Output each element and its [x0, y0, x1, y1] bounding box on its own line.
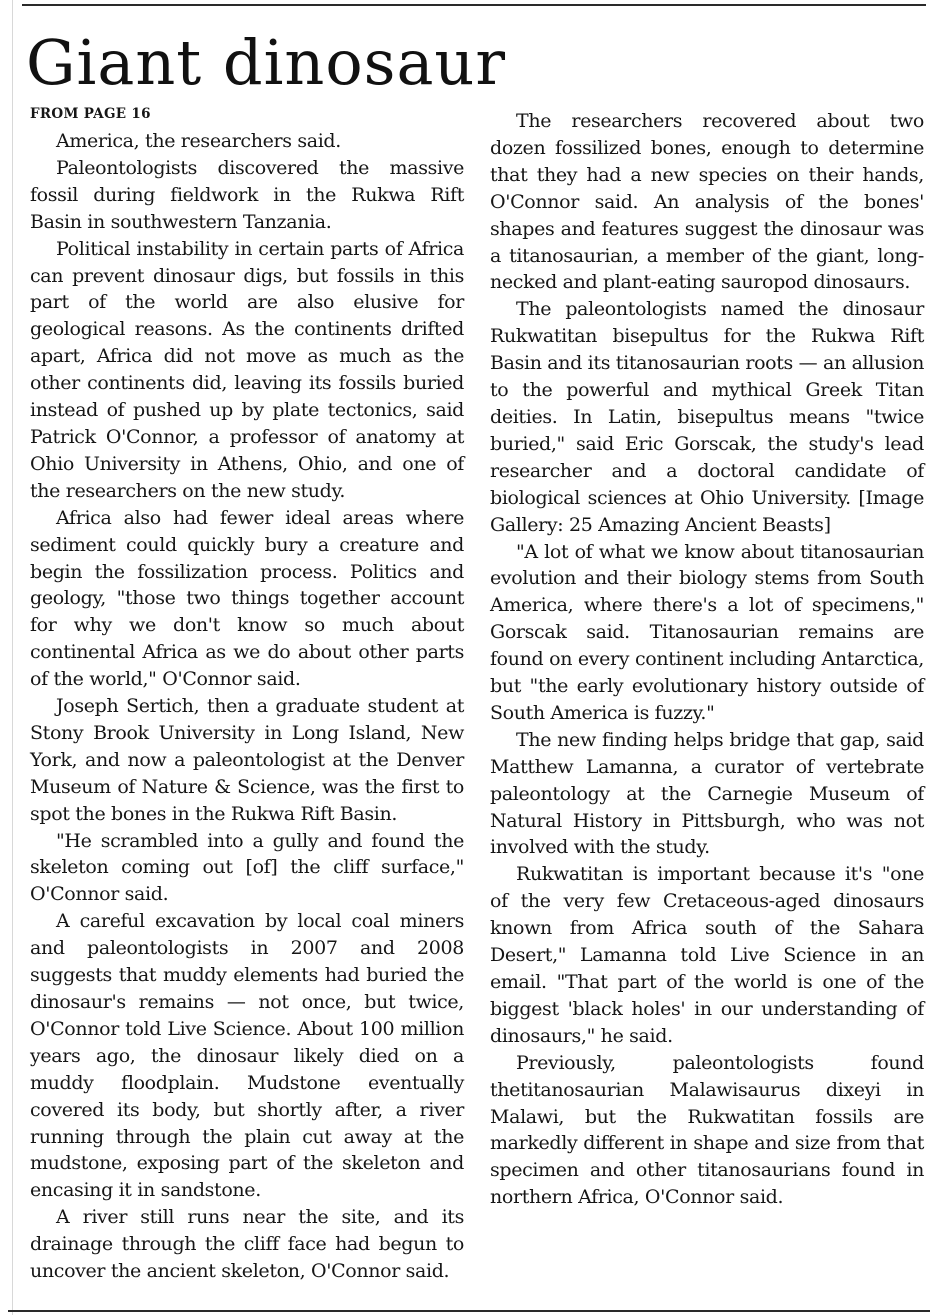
paragraph: The new finding helps bridge that gap, said Matthew Lamanna, a curator of vertebrate paleontology at the Carnegie Museum of Natural History in Pittsburgh, who was not involved with the study.	[490, 728, 924, 859]
paragraph: "He scrambled into a gully and found the skeleton coming out [of] the cliff surface," O'Connor said.	[30, 829, 464, 906]
top-rule	[22, 4, 926, 6]
jump-line: FROM PAGE 16	[30, 106, 151, 122]
left-column	[30, 128, 464, 1285]
paragraph: A river still runs near the site, and its drainage through the cliff face had begun to uncover the ancient skeleton, O'Connor said.	[30, 1206, 464, 1283]
headline: Giant dinosaur	[26, 26, 506, 99]
paragraph: Political instability in certain parts of Africa can prevent dinosaur digs, but fossils in this part of the world are also elusive for geological reasons. As the continents drifted apart, Africa did not move as much as the other continents did, leaving its fossils buried instead of pushed up by plate tectonics, said Patrick O'Connor, a professor of anatomy at Ohio University in Athens, Ohio, and one of the researchers on the new study.	[30, 237, 464, 502]
paragraph: The researchers recovered about two dozen fossilized bones, enough to determine that they had a new species on their hands, O'Connor said. An analysis of the bones' shapes and features suggest the dinosaur was a titanosaurian, a member of the giant, long-necked and plant-eating sauropod dinosaurs.	[490, 110, 924, 294]
paragraph: Rukwatitan is important because it's "one of the very few Cretaceous-aged dinosaurs known from Africa south of the Sahara Desert," Lamanna told Live Science in an email. "That part of the world is one of the biggest 'black holes' in our understanding of dinosaurs," he said.	[490, 863, 924, 1047]
paragraph: Paleontologists discovered the massive fossil during fieldwork in the Rukwa Rift Basin in southwestern Tanzania.	[30, 156, 464, 233]
paragraph: "A lot of what we know about titanosaurian evolution and their biology stems from South America, where there's a lot of specimens," Gorscak said. Titanosaurian remains are found on every continent including Antarctica, but "the early evolutionary history outside of South America is fuzzy."	[490, 540, 924, 724]
paragraph: Joseph Sertich, then a graduate student at Stony Brook University in Long Island, New York, and now a paleontologist at the Denver Museum of Nature & Science, was the first to spot the bones in the Rukwa Rift Basin.	[30, 695, 464, 825]
left-edge-rule	[12, 0, 13, 1315]
paragraph: Africa also had fewer ideal areas where sediment could quickly bury a creature and begin the fossilization process. Politics and geology, "those two things together account for why we don't know so much about continental Africa as we do about other parts of the world," O'Connor said.	[30, 506, 464, 691]
bottom-rule	[8, 1310, 930, 1312]
paragraph: Previously, paleontologists found thetitanosaurian Malawisaurus dixeyi in Malawi, but the Rukwatitan fossils are markedly different in shape and size from that specimen and other titanosaurians found in northern Africa, O'Connor said.	[490, 1051, 924, 1209]
paragraph: America, the researchers said.	[56, 130, 341, 152]
paragraph: The paleontologists named the dinosaur Rukwatitan bisepultus for the Rukwa Rift Basin and its titanosaurian roots — an allusion to the powerful and mythical Greek Titan deities. In Latin, bisepultus means "twice buried," said Eric Gorscak, the study's lead researcher and a doctoral candidate of biological sciences at Ohio University. [Image Gallery: 25 Amazing Ancient Beasts]	[490, 298, 924, 536]
right-column	[490, 108, 924, 1211]
paragraph: A careful excavation by local coal miners and paleontologists in 2007 and 2008 suggests that muddy elements had buried the dinosaur's remains — not once, but twice, O'Connor told Live Science. About 100 million years ago, the dinosaur likely died on a muddy floodplain. Mudstone eventually covered its body, but shortly after, a river running through the plain cut away at the mudstone, exposing part of the skeleton and encasing it in sandstone.	[30, 910, 464, 1202]
